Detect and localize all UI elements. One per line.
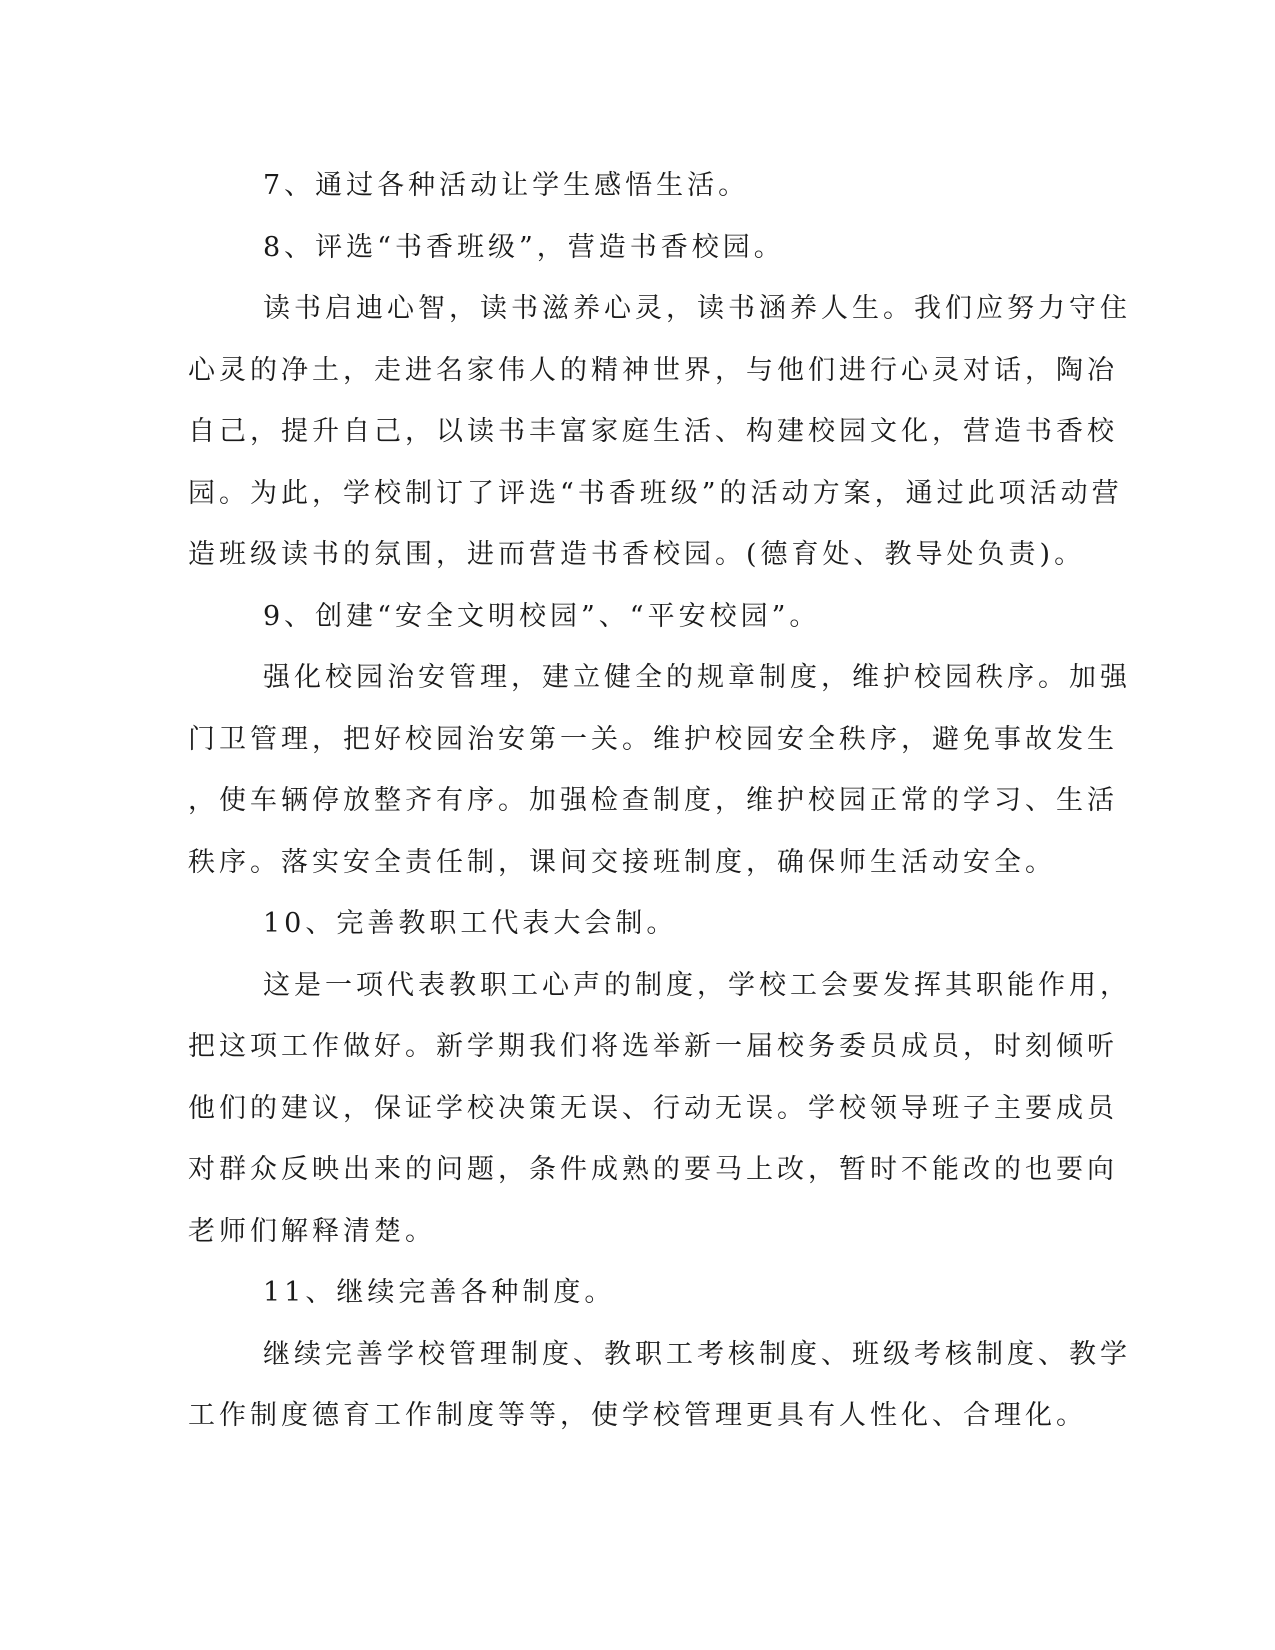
paragraph-line: 读书启迪心智，读书滋养心灵，读书涵养人生。我们应努力守住 [263, 293, 1131, 324]
paragraph-line: 秩序。落实安全责任制，课间交接班制度，确保师生活动安全。 [188, 846, 1056, 878]
list-heading-9: 9、创建“安全文明校园”、“平安校园”。 [263, 600, 821, 632]
paragraph-line: 这是一项代表教职工心声的制度，学校工会要发挥其职能作用， [263, 969, 1131, 1001]
document-body [188, 155, 1131, 1447]
list-heading-10: 10、完善教职工代表大会制。 [263, 908, 678, 939]
paragraph-line: 自己，提升自己，以读书丰富家庭生活、构建校园文化，营造书香校 [188, 416, 1118, 447]
list-heading-11: 11、继续完善各种制度。 [263, 1277, 616, 1308]
paragraph-line: 门卫管理，把好校园治安第一关。维护校园安全秩序，避免事故发生 [188, 723, 1118, 755]
paragraph-line: 继续完善学校管理制度、教职工考核制度、班级考核制度、教学 [263, 1338, 1131, 1370]
paragraph-line: 对群众反映出来的问题，条件成熟的要马上改，暂时不能改的也要向 [188, 1154, 1118, 1185]
paragraph-line: 心灵的净土，走进名家伟人的精神世界，与他们进行心灵对话，陶冶 [188, 354, 1118, 386]
paragraph-line: 工作制度德育工作制度等等，使学校管理更具有人性化、合理化。 [188, 1400, 1087, 1431]
paragraph-line: 他们的建议，保证学校决策无误、行动无误。学校领导班子主要成员 [188, 1092, 1118, 1124]
paragraph-line: 强化校园治安管理，建立健全的规章制度，维护校园秩序。加强 [263, 662, 1131, 693]
paragraph-line: 把这项工作做好。新学期我们将选举新一届校务委员成员，时刻倾听 [188, 1031, 1118, 1062]
paragraph-line: 园。为此，学校制订了评选“书香班级”的活动方案，通过此项活动营 [188, 477, 1123, 509]
paragraph-line: ，使车辆停放整齐有序。加强检查制度，维护校园正常的学习、生活 [188, 785, 1118, 816]
list-heading-8: 8、评选“书香班级”，营造书香校园。 [263, 231, 785, 263]
list-heading-7: 7、通过各种活动让学生感悟生活。 [263, 170, 750, 201]
paragraph-line: 造班级读书的氛围，进而营造书香校园。(德育处、教导处负责)。 [188, 539, 1086, 570]
paragraph-line: 老师们解释清楚。 [188, 1215, 436, 1247]
